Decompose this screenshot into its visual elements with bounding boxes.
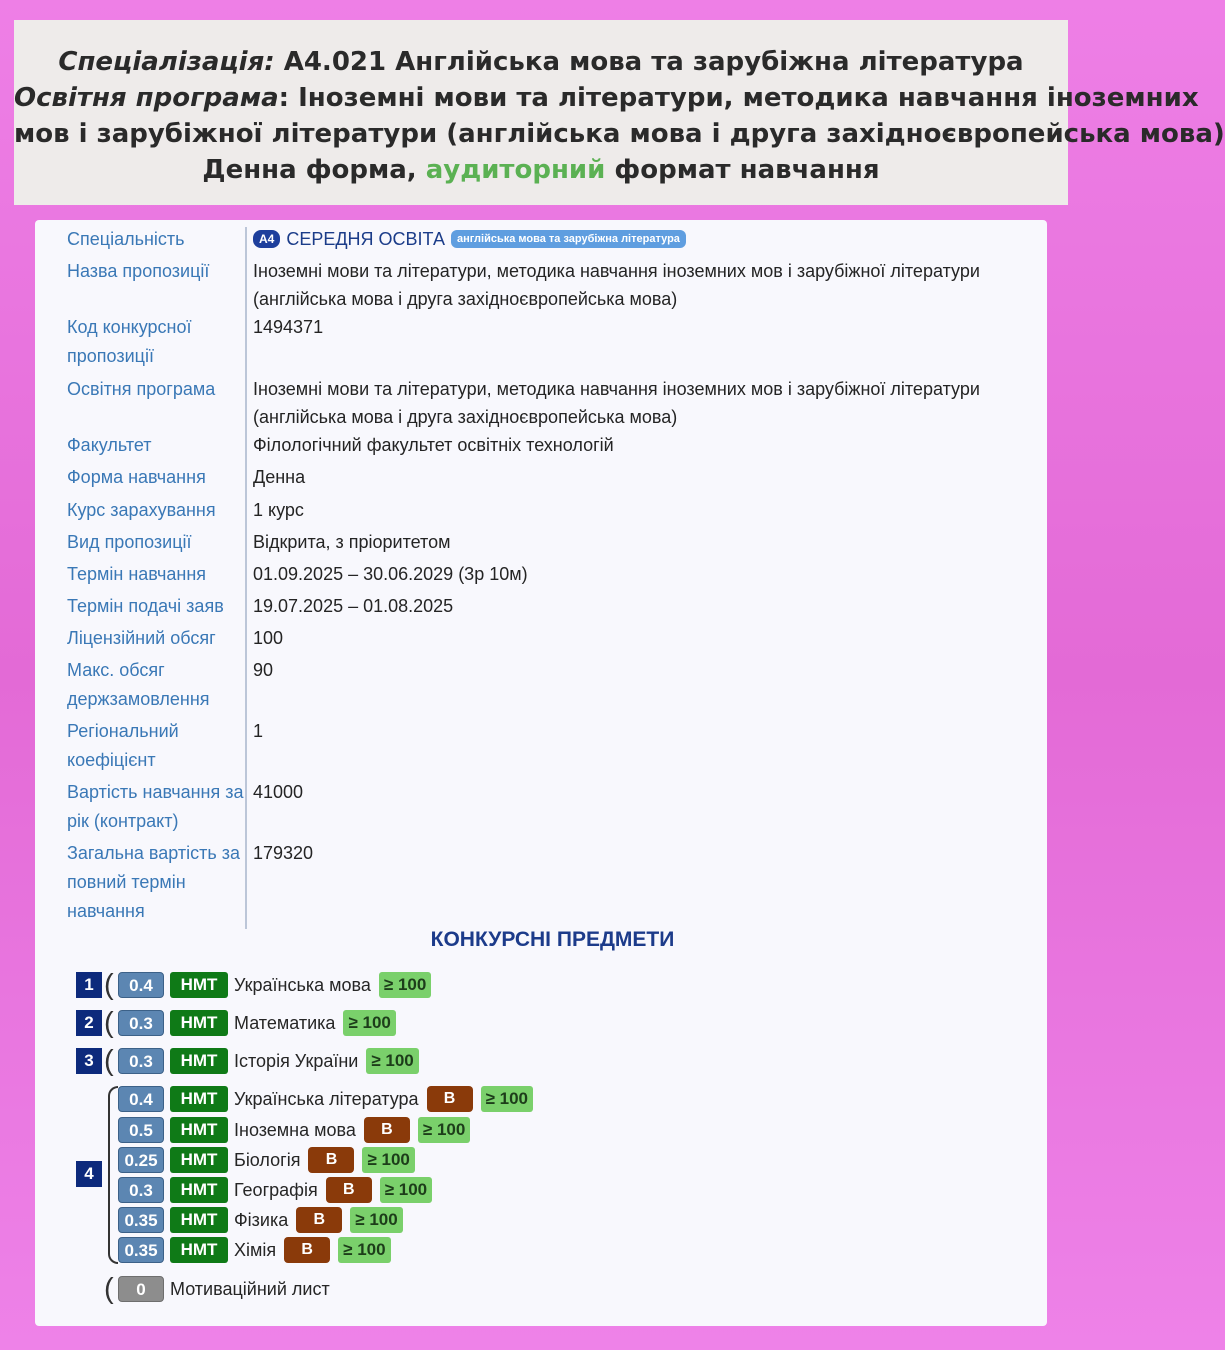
program-label: Освітня програма xyxy=(14,83,279,113)
group-number: 4 xyxy=(76,1161,102,1187)
field-value: Іноземні мови та літератури, методика навчання іноземних мов і зарубіжної літератури (англійська мова і друга західноєвропейська мова) xyxy=(253,379,980,427)
field-label: Назва пропозиції xyxy=(67,261,210,281)
format-text: формат навчання xyxy=(605,155,880,185)
subject-name: Історія України xyxy=(234,1050,359,1071)
subject-row xyxy=(118,1237,391,1263)
subject-row xyxy=(118,1207,403,1233)
field-value: Відкрита, з пріоритетом xyxy=(253,532,451,552)
test-type-badge: НМТ xyxy=(170,1117,228,1143)
field-value: Філологічний факультет освітніх технологій xyxy=(253,435,614,455)
test-type-badge: НМТ xyxy=(170,1177,228,1203)
elective-badge: В xyxy=(427,1086,473,1112)
field-label: Форма навчання xyxy=(67,467,206,487)
specialty-value xyxy=(253,227,686,251)
field-label: Освітня програма xyxy=(67,379,216,399)
coefficient-badge: 0.5 xyxy=(118,1117,164,1143)
program-text-cont: мов і зарубіжної літератури (англійська мова і друга західноєвропейська мова) xyxy=(14,119,1225,149)
test-type-badge: НМТ xyxy=(170,1086,228,1112)
field-label: Курс зарахування xyxy=(67,500,216,520)
field-value: 1494371 xyxy=(253,317,324,337)
field-label-specialty: Спеціальність xyxy=(67,229,185,249)
field-label: Вартість навчання за рік (контракт) xyxy=(67,782,244,831)
subject-name: Мотиваційний лист xyxy=(170,1278,330,1299)
field-value: 1 курс xyxy=(253,500,304,520)
min-score-badge: ≥ 100 xyxy=(362,1147,414,1173)
field-value: 179320 xyxy=(253,843,314,863)
group-number: 1 xyxy=(76,972,102,998)
subject-name: Математика xyxy=(234,1012,336,1033)
field-value: 19.07.2025 – 01.08.2025 xyxy=(253,596,454,616)
min-score-badge: ≥ 100 xyxy=(338,1237,390,1263)
field-label: Регіональний коефіцієнт xyxy=(67,721,179,770)
coefficient-badge: 0 xyxy=(118,1276,164,1302)
field-label: Загальна вартість за повний термін навчання xyxy=(67,843,241,921)
specialization-text: А4.021 Англійська мова та зарубіжна література xyxy=(274,47,1024,77)
subject-row xyxy=(118,1117,470,1143)
field-label: Факультет xyxy=(67,435,152,455)
subject-row xyxy=(118,1048,419,1074)
coefficient-badge: 0.35 xyxy=(118,1237,164,1263)
field-label: Вид пропозиції xyxy=(67,532,192,552)
test-type-badge: НМТ xyxy=(170,1207,228,1233)
min-score-badge: ≥ 100 xyxy=(418,1117,470,1143)
elective-badge: В xyxy=(284,1237,330,1263)
subjects-title: КОНКУРСНІ ПРЕДМЕТИ xyxy=(430,928,675,951)
format-highlight: аудиторний xyxy=(425,155,606,185)
field-value: 41000 xyxy=(253,782,304,802)
group-number: 2 xyxy=(76,1010,102,1036)
elective-badge: В xyxy=(364,1117,410,1143)
field-value: 01.09.2025 – 30.06.2029 (3р 10м) xyxy=(253,564,528,584)
motivation-row xyxy=(118,1276,338,1302)
field-value: 100 xyxy=(253,628,284,648)
test-type-badge: НМТ xyxy=(170,972,228,998)
subject-name: Іноземна мова xyxy=(234,1119,356,1140)
specialty-code-badge: A4 xyxy=(253,230,280,248)
field-value: Денна xyxy=(253,467,306,487)
column-divider xyxy=(245,227,247,929)
header-banner xyxy=(14,20,1225,205)
field-value: 90 xyxy=(253,660,274,680)
field-label: Термін подачі заяв xyxy=(67,596,224,616)
coefficient-badge: 0.4 xyxy=(118,972,164,998)
field-label: Ліцензійний обсяг xyxy=(67,628,216,648)
coefficient-badge: 0.3 xyxy=(118,1177,164,1203)
coefficient-badge: 0.25 xyxy=(118,1147,164,1173)
min-score-badge: ≥ 100 xyxy=(380,1177,432,1203)
coefficient-badge: 0.3 xyxy=(118,1048,164,1074)
elective-badge: В xyxy=(308,1147,354,1173)
subject-name: Українська література xyxy=(234,1088,419,1109)
test-type-badge: НМТ xyxy=(170,1237,228,1263)
field-value: Іноземні мови та літератури, методика навчання іноземних мов і зарубіжної літератури (англійська мова і друга західноєвропейська мова) xyxy=(253,261,980,309)
subject-name: Географія xyxy=(234,1179,318,1200)
min-score-badge: ≥ 100 xyxy=(350,1207,402,1233)
subject-name: Хімія xyxy=(234,1239,277,1260)
group-bracket: ( xyxy=(104,969,114,1001)
group-bracket: ( xyxy=(104,1007,114,1039)
elective-badge: В xyxy=(296,1207,342,1233)
specialty-tag: англійська мова та зарубіжна література xyxy=(451,230,686,248)
elective-badge: В xyxy=(326,1177,372,1203)
form-text: Денна форма, xyxy=(202,155,426,185)
subject-name: Українська мова xyxy=(234,974,371,995)
min-score-badge: ≥ 100 xyxy=(379,972,431,998)
field-value: 1 xyxy=(253,721,264,741)
test-type-badge: НМТ xyxy=(170,1147,228,1173)
field-label: Макс. обсяг держзамовлення xyxy=(67,660,210,709)
group-number: 3 xyxy=(76,1048,102,1074)
test-type-badge: НМТ xyxy=(170,1010,228,1036)
group-bracket xyxy=(108,1086,118,1264)
specialization-label: Спеціалізація: xyxy=(58,47,275,77)
min-score-badge: ≥ 100 xyxy=(343,1010,395,1036)
field-label: Код конкурсної пропозиції xyxy=(67,317,192,366)
min-score-badge: ≥ 100 xyxy=(366,1048,418,1074)
subject-row xyxy=(118,1010,396,1036)
subject-name: Біологія xyxy=(234,1149,301,1170)
coefficient-badge: 0.35 xyxy=(118,1207,164,1233)
subject-row xyxy=(118,1177,432,1203)
subject-row xyxy=(118,1086,533,1112)
field-label: Термін навчання xyxy=(67,564,207,584)
min-score-badge: ≥ 100 xyxy=(481,1086,533,1112)
coefficient-badge: 0.4 xyxy=(118,1086,164,1112)
test-type-badge: НМТ xyxy=(170,1048,228,1074)
subject-row xyxy=(118,1147,415,1173)
coefficient-badge: 0.3 xyxy=(118,1010,164,1036)
group-bracket: ( xyxy=(104,1045,114,1077)
group-bracket: ( xyxy=(104,1273,114,1305)
subject-name: Фізика xyxy=(234,1209,289,1230)
specialty-title: СЕРЕДНЯ ОСВІТА xyxy=(286,228,445,249)
subject-row xyxy=(118,972,431,998)
program-text: : Іноземні мови та літератури, методика навчання іноземних xyxy=(278,83,1199,113)
